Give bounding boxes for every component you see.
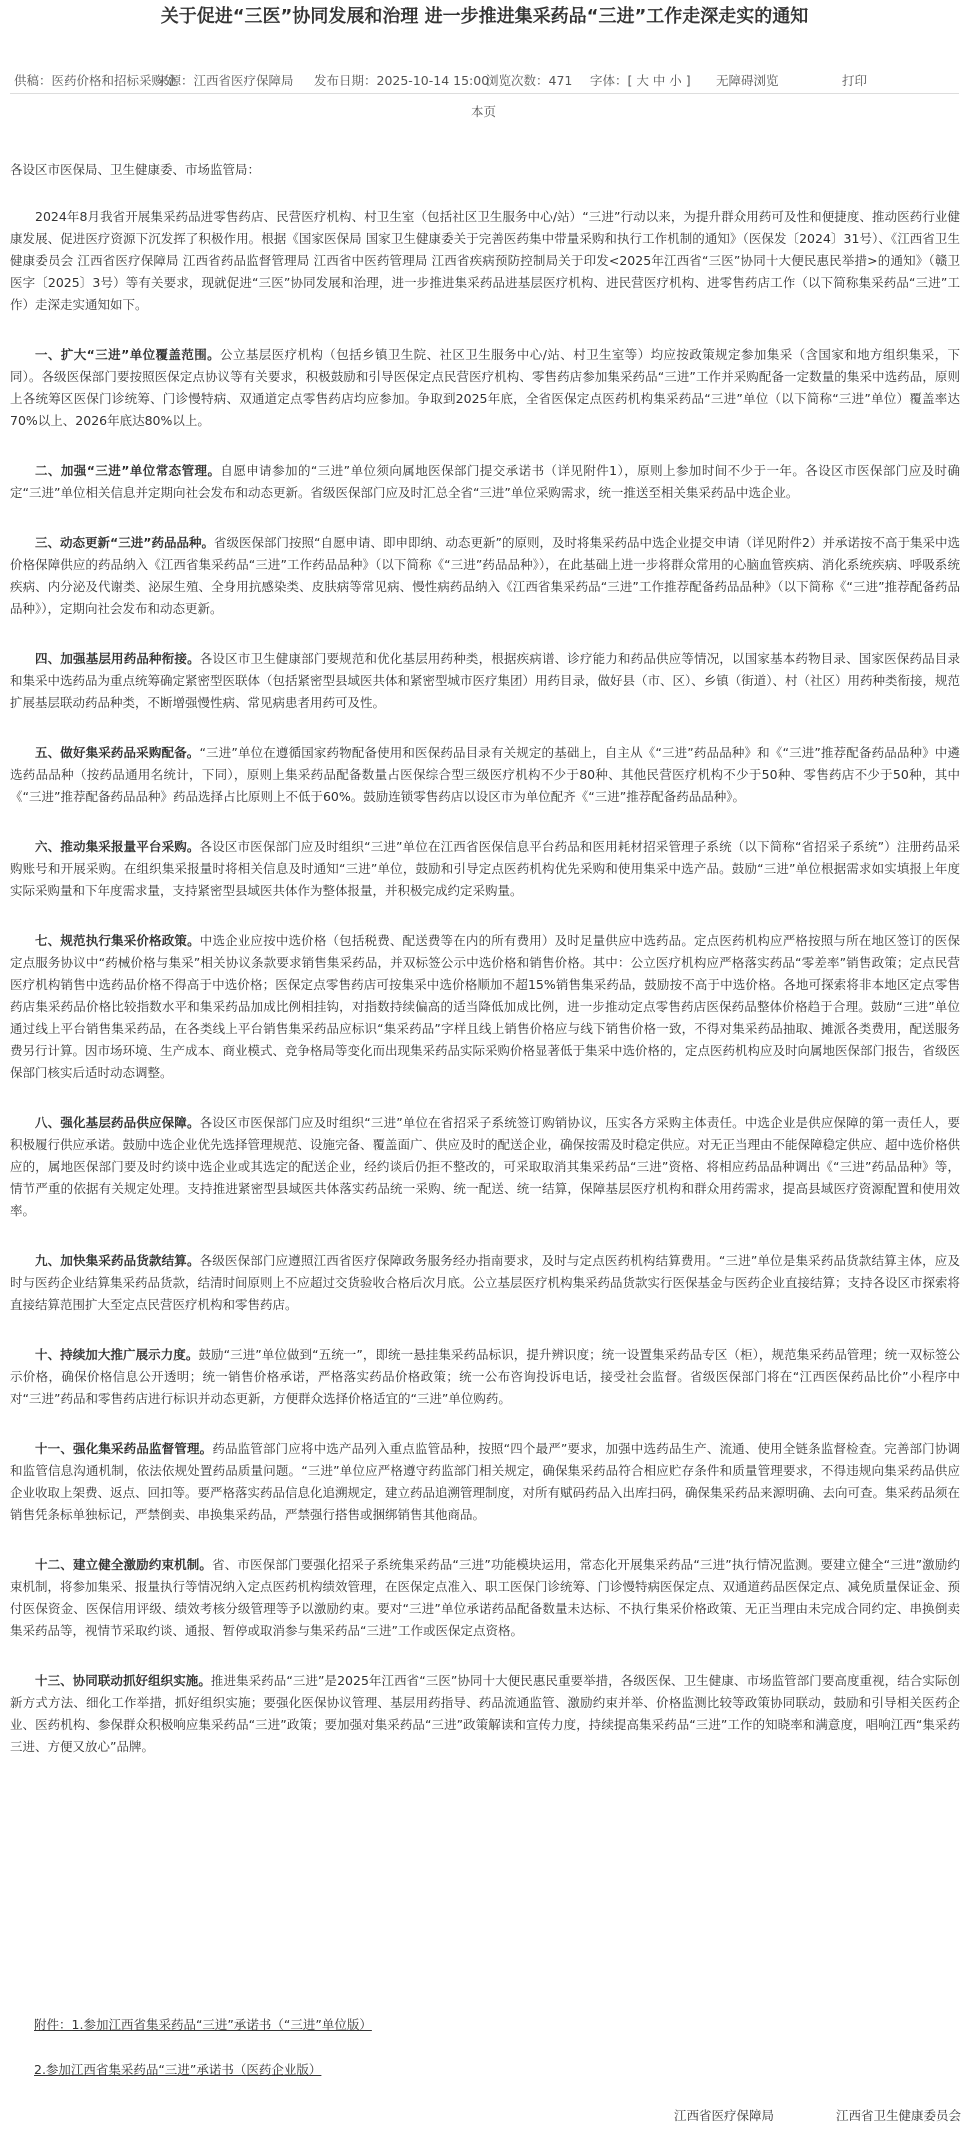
paragraph-text: 各设区市医保部门应及时组织“三进”单位在江西省医保信息平台药品和医用耗材招采管理子系统（以下简称“省招采子系统”）注册药品采购账号和开展采购。在组织集采报量时将相关信息及时通知“三进”单位，鼓励和引导定点医药机构优先采购和使用集采中选产品。鼓励“三进”单位根据需求如实填报上年度实际采购量和下年度需求量，支持紧密型县域医共体作为整体报量，并积极完成约定采购量。 (10, 839, 960, 898)
paragraph (10, 206, 960, 316)
salutation: 各设区市医保局、卫生健康委、市场监管局： (10, 162, 261, 177)
paragraph-text: 药品监管部门应将中选产品列入重点监管品种，按照“四个最严”要求，加强中选药品生产、流通、使用全链条监督检查。完善部门协调和监管信息沟通机制，依法依规处置药品质量问题。“三进”单位应严格遵守药监部门相关规定，确保集采药品符合相应贮存条件和质量管理要求，不得违规向集采药品供应企业收取上架费、返点、回扣等。要严格落实药品信息化追溯规定，建立药品追溯管理制度，对所有赋码药品入出库扫码，确保集采药品来源明确、去向可查。集采药品须在销售凭条标单独标记，严禁倒卖、串换集采药品，严禁强行搭售或捆绑销售其他商品。 (10, 1441, 961, 1522)
paragraph-heading: 十一、强化集采药品监督管理。 (35, 1441, 213, 1456)
paragraph-heading: 十、持续加大推广展示力度。 (35, 1347, 199, 1362)
paragraph-text: 鼓励“三进”单位做到“五统一”，即统一悬挂集采药品标识，提升辨识度；统一设置集采药品专区（柜），规范集采药品管理；统一双标签公示价格，确保价格信息公开透明；统一销售价格承诺，严格落实药品价格政策；统一公布咨询投诉电话，接受社会监督。省级医保部门将在“江西医保药品比价”小程序中对“三进”药品和零售药店进行标识并动态更新，方便群众选择价格适宜的“三进”单位购药。 (10, 1347, 960, 1406)
attachment-link-1[interactable] (34, 2015, 372, 2033)
paragraph-heading: 九、加快集采药品货款结算。 (35, 1253, 200, 1268)
paragraph-text: 2024年8月我省开展集采药品进零售药店、民营医疗机构、村卫生室（包括社区卫生服务中心/站）“三进”行动以来，为提升群众用药可及性和便捷度、推动医药行业健康发展、促进医疗资源下沉发挥了积极作用。根据《国家医保局 国家卫生健康委关于完善医药集中带量采购和执行工作机制的通知》（医保发〔2024〕31号）、《江西省卫生健康委员会 江西省医疗保障局 江西省药品监督管理局 江西省中医药管理局 江西省疾病预防控制局关于印发<2025年江西省“三医”协同十大便民惠民举措>的通知》（赣卫医字〔2025〕3号）等有关要求，现就促进“三医”协同发展和治理，进一步推进集采药品进基层医疗机构、进民营医疗机构、进零售药店工作（以下简称集采药品“三进”工作）走深走实通知如下。 (10, 209, 960, 312)
paragraph-heading: 三、动态更新“三进”药品品种。 (35, 535, 214, 550)
paragraph-heading: 二、加强“三进”单位常态管理。 (35, 463, 221, 478)
paragraph-text: 各设区市卫生健康部门要规范和优化基层用药种类，根据疾病谱、诊疗能力和药品供应等情况，以国家基本药物目录、国家医保药品目录和集采中选药品为重点统筹确定紧密型医联体（包括紧密型县域医共体和紧密型城市医疗集团）用药目录，做好县（市、区）、乡镇（街道）、村（社区）用药种类衔接，规范扩展基层联动药品种类，不断增强慢性病、常见病患者用药可及性。 (10, 651, 961, 710)
paragraph (10, 1344, 960, 1410)
meta-supply: 供稿：医药价格和招标采购处 (14, 73, 177, 88)
print-link[interactable]: 打印 (842, 73, 868, 88)
paragraph-text: 省、市医保部门要强化招采子系统集采药品“三进”功能模块运用，常态化开展集采药品“三进”执行情况监测。要建立健全“三进”激励约束机制，将参加集采、报量执行等情况纳入定点医药机构绩效管理，在医保定点准入、职工医保门诊统筹、门诊慢特病医保定点、双通道药品医保定点、减免质量保证金、预付医保资金、医保信用评级、绩效考核分级管理等予以激励约束。要对“三进”单位承诺药品配备数量未达标、不执行集采价格政策、无正当理由未完成合同约定、串换倒卖集采药品等，视情节采取约谈、通报、暂停或取消参与集采药品“三进”工作或医保定点资格。 (10, 1557, 961, 1638)
paragraph-text: 自愿申请参加的“三进”单位须向属地医保部门提交承诺书（详见附件1），原则上参加时间不少于一年。各设区市医保部门应及时确定“三进”单位相关信息并定期向社会发布和动态更新。省级医保部门应及时汇总全省“三进”单位采购需求，统一推送至相关集采药品中选企业。 (10, 463, 960, 500)
paragraph-heading: 五、做好集采药品采购配备。 (35, 745, 200, 760)
paragraph (10, 742, 960, 808)
paragraph (10, 1250, 960, 1316)
paragraph-heading: 十三、协同联动抓好组织实施。 (35, 1673, 211, 1688)
paragraph-heading: 一、扩大“三进”单位覆盖范围。 (35, 347, 221, 362)
paragraph-heading: 六、推动集采报量平台采购。 (35, 839, 200, 854)
meta-date: 发布日期：2025-10-14 15:00 (314, 73, 490, 88)
paragraph-text: 公立基层医疗机构（包括乡镇卫生院、社区卫生服务中心/站、村卫生室等）均应按政策规定参加集采（含国家和地方组织集采，下同）。各级医保部门要按照医保定点协议等有关要求，积极鼓励和引导医保定点民营医疗机构、零售药店参加集采药品“三进”工作并采购配备一定数量的集采中选药品，原则上各统筹区医保门诊统筹、门诊慢特病、双通道定点零售药店均应参加。争取到2025年底，全省医保定点医药机构集采药品“三进”单位（以下简称“三进”单位）覆盖率达70%以上、2026年底达80%以上。 (10, 347, 960, 428)
meta-divider (10, 93, 959, 94)
paragraph-heading: 八、强化基层药品供应保障。 (35, 1115, 200, 1130)
paragraph-heading: 四、加强基层用药品种衔接。 (35, 651, 200, 666)
font-size-control[interactable]: 字体：[ 大 中 小 ] (590, 73, 691, 88)
paragraph-heading: 七、规范执行集采价格政策。 (35, 933, 200, 948)
paragraph (10, 460, 960, 504)
signature-medical-security-bureau: 江西省医疗保障局 (674, 2108, 775, 2123)
attachment-link-2[interactable]: 2.参加江西省集采药品“三进”承诺书（医药企业版） (34, 2062, 322, 2077)
paragraph-text: 省级医保部门按照“自愿申请、即申即纳、动态更新”的原则，及时将集采药品中选企业提交申请（详见附件2）并承诺按不高于集采中选价格保障供应的药品纳入《江西省集采药品“三进”工作药品品种》（以下简称《“三进”药品品种》），在此基础上进一步将群众常用的心脑血管疾病、消化系统疾病、呼吸系统疾病、内分泌及代谢类、泌尿生殖、全身用抗感染类、皮肤病等常见病、慢性病药品纳入《江西省集采药品“三进”工作推荐配备药品品种》（以下简称《“三进”推荐配备药品品种》），定期向社会发布和动态更新。 (10, 535, 960, 616)
paragraph (10, 1438, 960, 1526)
meta-source: 来源：江西省医疗保障局 (156, 73, 294, 88)
paragraph-heading: 十二、建立健全激励约束机制。 (35, 1557, 213, 1572)
paragraph (10, 836, 960, 902)
page-title: 关于促进“三医”协同发展和治理 进一步推进集采药品“三进”工作走深走实的通知 (160, 6, 809, 27)
meta-views: 浏览次数：471 (486, 73, 573, 88)
signature-health-commission: 江西省卫生健康委员会 (836, 2108, 962, 2123)
paragraph (10, 930, 960, 1084)
attachment-1-text: 1.参加江西省集采药品“三进”承诺书（“三进”单位版） (71, 2017, 372, 2032)
paragraph-text: 中选企业应按中选价格（包括税费、配送费等在内的所有费用）及时足量供应中选药品。定点医药机构应严格按照与所在地区签订的医保定点服务协议中“药械价格与集采”相关协议条款要求销售集采药品，并双标签公示中选价格和销售价格。其中：公立医疗机构应严格落实药品“零差率”销售政策；定点民营医疗机构销售中选药品价格不得高于中选价格；医保定点零售药店可按集采中选价格顺加不超15%销售集采药品，鼓励按不高于中选价格。各地可探索将非本地区定点零售药店集采药品价格比较指数水平和集采药品加成比例相挂钩，对指数持续偏高的适当降低加成比例，进一步推动定点零售药店医保药品整体价格趋于合理。鼓励“三进”单位通过线上平台销售集采药品，在各类线上平台销售集采药品应标识“集采药品”字样且线上销售价格应与线下销售价格一致，不得对集采药品抽取、摊派各类费用，配送服务费另行计算。因市场环境、生产成本、商业模式、竞争格局等变化而出现集采药品实际采购价格显著低于集采中选价格的，定点医药机构应及时向属地医保部门报告，省级医保部门核实后适时动态调整。 (10, 933, 961, 1080)
attachment-label: 附件： (34, 2017, 72, 2032)
paragraph (10, 1670, 960, 1758)
paragraph (10, 344, 960, 432)
paragraph (10, 532, 960, 620)
paragraph-text: 各设区市医保部门应及时组织“三进”单位在省招采子系统签订购销协议，压实各方采购主体责任。中选企业是供应保障的第一责任人，要积极履行供应承诺。鼓励中选企业优先选择管理规范、设施完备、覆盖面广、供应及时的配送企业，确保按需及时稳定供应。对无正当理由不能保障稳定供应、超中选价格供应的，属地医保部门要及时约谈中选企业或其选定的配送企业，经约谈后仍拒不整改的，可采取取消其集采药品“三进”资格、将相应药品品种调出《“三进”药品品种》等，情节严重的依据有关规定处理。支持推进紧密型县域医共体落实药品统一采购、统一配送、统一结算，保障基层医疗机构和群众用药需求，提高县域医疗资源配置和使用效率。 (10, 1115, 961, 1218)
paragraph (10, 1112, 960, 1222)
paragraph-text: “三进”单位在遵循国家药物配备使用和医保药品目录有关规定的基础上，自主从《“三进”药品品种》和《“三进”推荐配备药品品种》中遴选药品品种（按药品通用名统计，下同），原则上集采药品配备数量占医保综合型三级医疗机构不少于80种、其他民营医疗机构不少于50种、零售药店不少于50种，其中《“三进”推荐配备药品品种》药品选择占比原则上不低于60%。鼓励连锁零售药店以设区市为单位配齐《“三进”推荐配备药品品种》。 (10, 745, 960, 804)
paragraph (10, 648, 960, 714)
paragraph-text: 推进集采药品“三进”是2025年江西省“三医”协同十大便民惠民重要举措，各级医保、卫生健康、市场监管部门要高度重视，结合实际创新方式方法、细化工作举措，抓好组织实施；要强化医保协议管理、基层用药指导、药品流通监管、激励约束并举、价格监测比较等政策协同联动，鼓励和引导相关医药企业、医药机构、参保群众积极响应集采药品“三进”政策；要加强对集采药品“三进”政策解读和宣传力度，持续提高集采药品“三进”工作的知晓率和满意度，唱响江西“集采药三进、方便又放心”品牌。 (10, 1673, 960, 1754)
print-link-page[interactable]: 本页 (471, 104, 497, 119)
paragraph (10, 1554, 960, 1642)
article-body (10, 206, 960, 1786)
paragraph-text: 各级医保部门应遵照江西省医疗保障政务服务经办指南要求，及时与定点医药机构结算费用。“三进”单位是集采药品货款结算主体，应及时与医药企业结算集采药品货款，结清时间原则上不应超过交货验收合格后次月底。公立基层医疗机构集采药品货款实行医保基金与医药企业直接结算；支持各设区市探索将直接结算范围扩大至定点民营医疗机构和零售药店。 (10, 1253, 961, 1312)
accessible-browse-link[interactable]: 无障碍浏览 (716, 73, 779, 88)
